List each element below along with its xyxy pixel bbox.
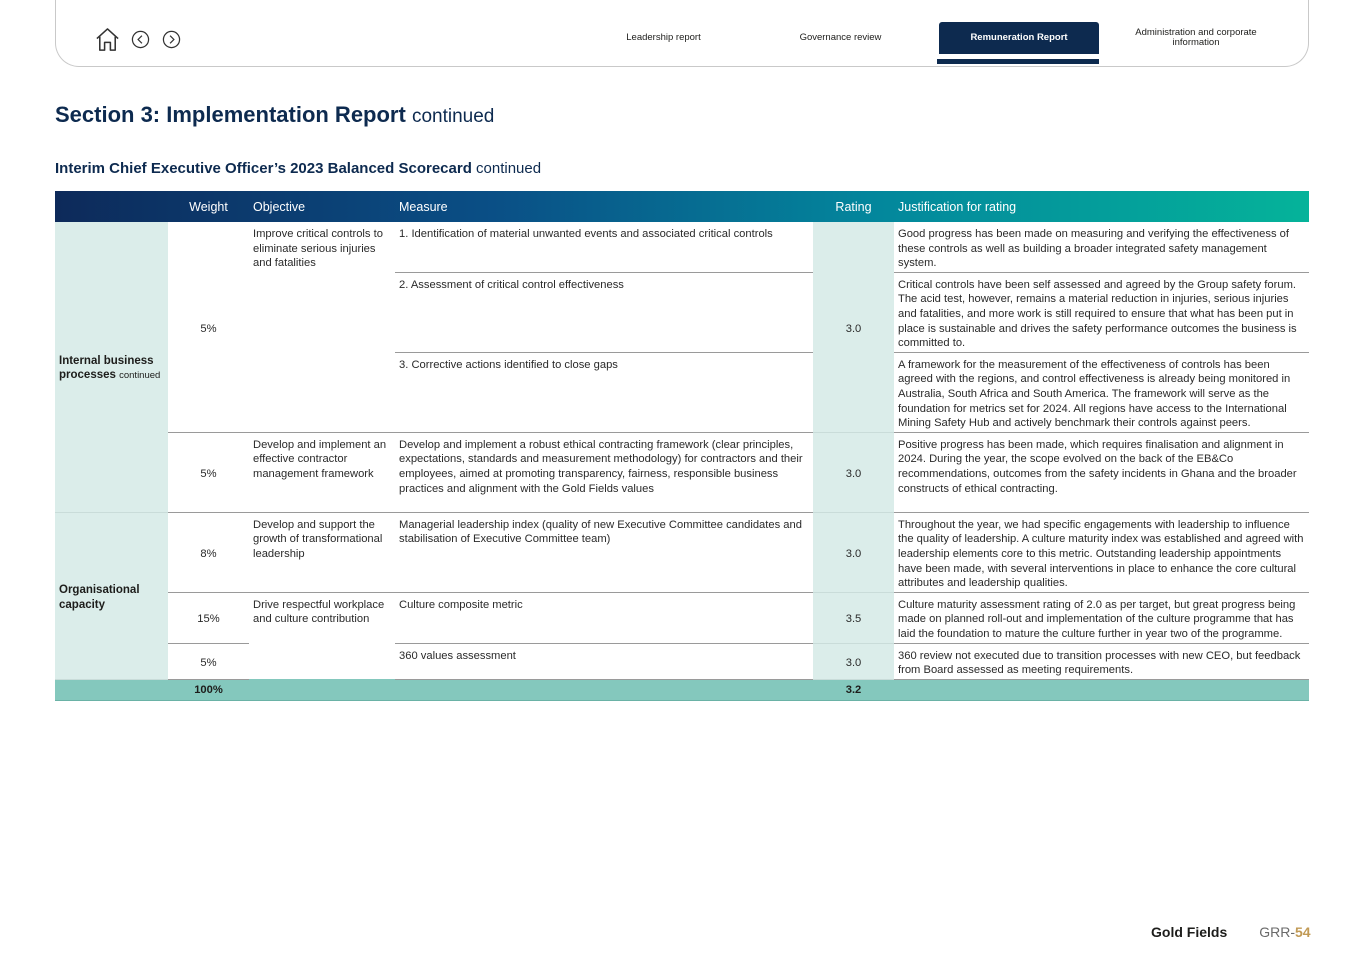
total-weight: 100% (168, 679, 249, 700)
measure-cell: Managerial leadership index (quality of new Executive Committee candidates and stabilisation of Executive Committee team) (395, 512, 813, 592)
section-subtitle-suffix: continued (476, 160, 542, 177)
category-organisational-capacity (55, 512, 168, 679)
header-justification: Justification for rating (898, 199, 1017, 214)
tab-governance-review[interactable]: Governance review (799, 32, 882, 43)
table-row (55, 592, 1309, 643)
header-measure: Measure (399, 199, 448, 214)
table-total-row (55, 679, 1309, 700)
weight-cell: 15% (168, 592, 249, 643)
header-objective: Objective (253, 199, 306, 214)
objective-cell: Drive respectful workplace and culture contribution (253, 598, 385, 626)
page-title-suffix: continued (411, 106, 495, 127)
page-footer (1151, 924, 1311, 940)
weight-cell: 8% (168, 512, 249, 592)
rating-cell: 3.0 (813, 222, 894, 432)
measure-cell: Culture composite metric (395, 592, 813, 643)
justification-cell: Throughout the year, we had specific engagements with leadership to influence the quality of leadership. A culture maturity index was established and agreed with leadership elements core to this metric. Outstanding leadership appointments have been made, with several interventions in place to enhance the core cultural attributes and leadership qualities. (894, 512, 1309, 592)
balanced-scorecard-table (55, 191, 1309, 701)
chevron-right-icon[interactable] (161, 29, 181, 49)
total-justification-cell (894, 679, 1309, 700)
measure-cell: 3. Corrective actions identified to close gaps (395, 352, 813, 432)
table-row (55, 432, 1309, 512)
rating-cell: 3.0 (813, 643, 894, 679)
header-category (55, 191, 168, 222)
tab-remuneration-report[interactable]: Remuneration Report (939, 22, 1099, 54)
justification-cell: Positive progress has been made, which requires finalisation and alignment in 2024. During the year, the scope evolved on the back of the EB&Co recommendations, outcomes from the safety incidents in Ghana and the broader constructs of ethical contracting. (894, 432, 1309, 512)
home-icon[interactable] (92, 24, 122, 54)
measure-cell: 360 values assessment (395, 643, 813, 679)
total-category-cell (55, 679, 168, 700)
total-rating: 3.2 (813, 679, 894, 700)
rating-cell: 3.5 (813, 592, 894, 643)
page-title (55, 102, 494, 128)
section-subtitle (55, 160, 541, 177)
tab-administration-corporate-information[interactable]: Administration and corporate information (1135, 27, 1257, 48)
table-row (55, 222, 1309, 272)
active-tab-indicator (937, 59, 1099, 64)
footer-brand: Gold Fields (1151, 924, 1228, 940)
table-row (55, 512, 1309, 592)
table-row (55, 643, 1309, 679)
weight-cell: 5% (168, 222, 249, 432)
total-objective-cell (249, 679, 395, 700)
justification-cell: Culture maturity assessment rating of 2.0 as per target, but great progress being made on planned roll-out and implementation of the culture programme that has laid the foundation to mature the culture further in year two of the programme. (894, 592, 1309, 643)
objective-cell: Improve critical controls to eliminate serious injuries and fatalities (249, 222, 395, 432)
category-label: Internal business processes (59, 354, 154, 382)
objective-cell: Develop and support the growth of transformational leadership (249, 512, 395, 592)
rating-cell: 3.0 (813, 432, 894, 512)
category-label: Organisational capacity (59, 584, 140, 611)
category-note: continued (119, 370, 161, 382)
category-internal-business-processes (55, 222, 168, 512)
weight-cell: 5% (168, 643, 249, 679)
total-measure-cell (395, 679, 813, 700)
measure-cell: Develop and implement a robust ethical contracting framework (clear principles, expectations, standards and measurement methodology) for contractors and their employees, aimed at promoting transparency, fairness, responsible business practices and alignment with the Gold Fields values (395, 432, 813, 512)
footer-page-number: 54 (1295, 924, 1311, 940)
justification-cell: A framework for the measurement of the effectiveness of controls has been agreed with the regions, and control effectiveness is already being monitored in Australia, South Africa and South America. The framework will serve as the foundation for metrics set for 2024. All regions have access to the International Mining Safety Hub and actively benchmark their controls against peers. (894, 352, 1309, 432)
top-navigation (55, 0, 1309, 67)
measure-cell: 1. Identification of material unwanted events and associated critical controls (395, 222, 813, 272)
measure-cell: 2. Assessment of critical control effectiveness (395, 272, 813, 352)
header-rating: Rating (835, 199, 872, 214)
justification-cell: Critical controls have been self assessed and agreed by the Group safety forum. The acid test, however, remains a material reduction in injuries, serious injuries and fatalities, and more work is still required to ensure that what has been put in place is sustainable and drives the safety performance outcomes the business is committed to. (894, 272, 1309, 352)
rating-cell: 3.0 (813, 512, 894, 592)
section-subtitle-text: Interim Chief Executive Officer’s 2023 Balanced Scorecard (55, 160, 472, 177)
justification-cell: Good progress has been made on measuring and verifying the effectiveness of these controls as well as building a broader integrated safety management system. (894, 222, 1309, 272)
justification-cell: 360 review not executed due to transition processes with new CEO, but feedback from Board assessed as meeting requirements. (894, 643, 1309, 679)
nav-icon-group (92, 24, 181, 54)
header-weight: Weight (189, 199, 228, 214)
weight-cell: 5% (168, 432, 249, 512)
footer-report-code: GRR- (1259, 924, 1296, 940)
chevron-left-icon[interactable] (130, 29, 150, 49)
table-header-row (55, 191, 1309, 222)
page-title-text: Section 3: Implementation Report (55, 102, 406, 127)
objective-cell: Develop and implement an effective contractor management framework (249, 432, 395, 512)
tab-leadership-report[interactable]: Leadership report (626, 32, 701, 43)
